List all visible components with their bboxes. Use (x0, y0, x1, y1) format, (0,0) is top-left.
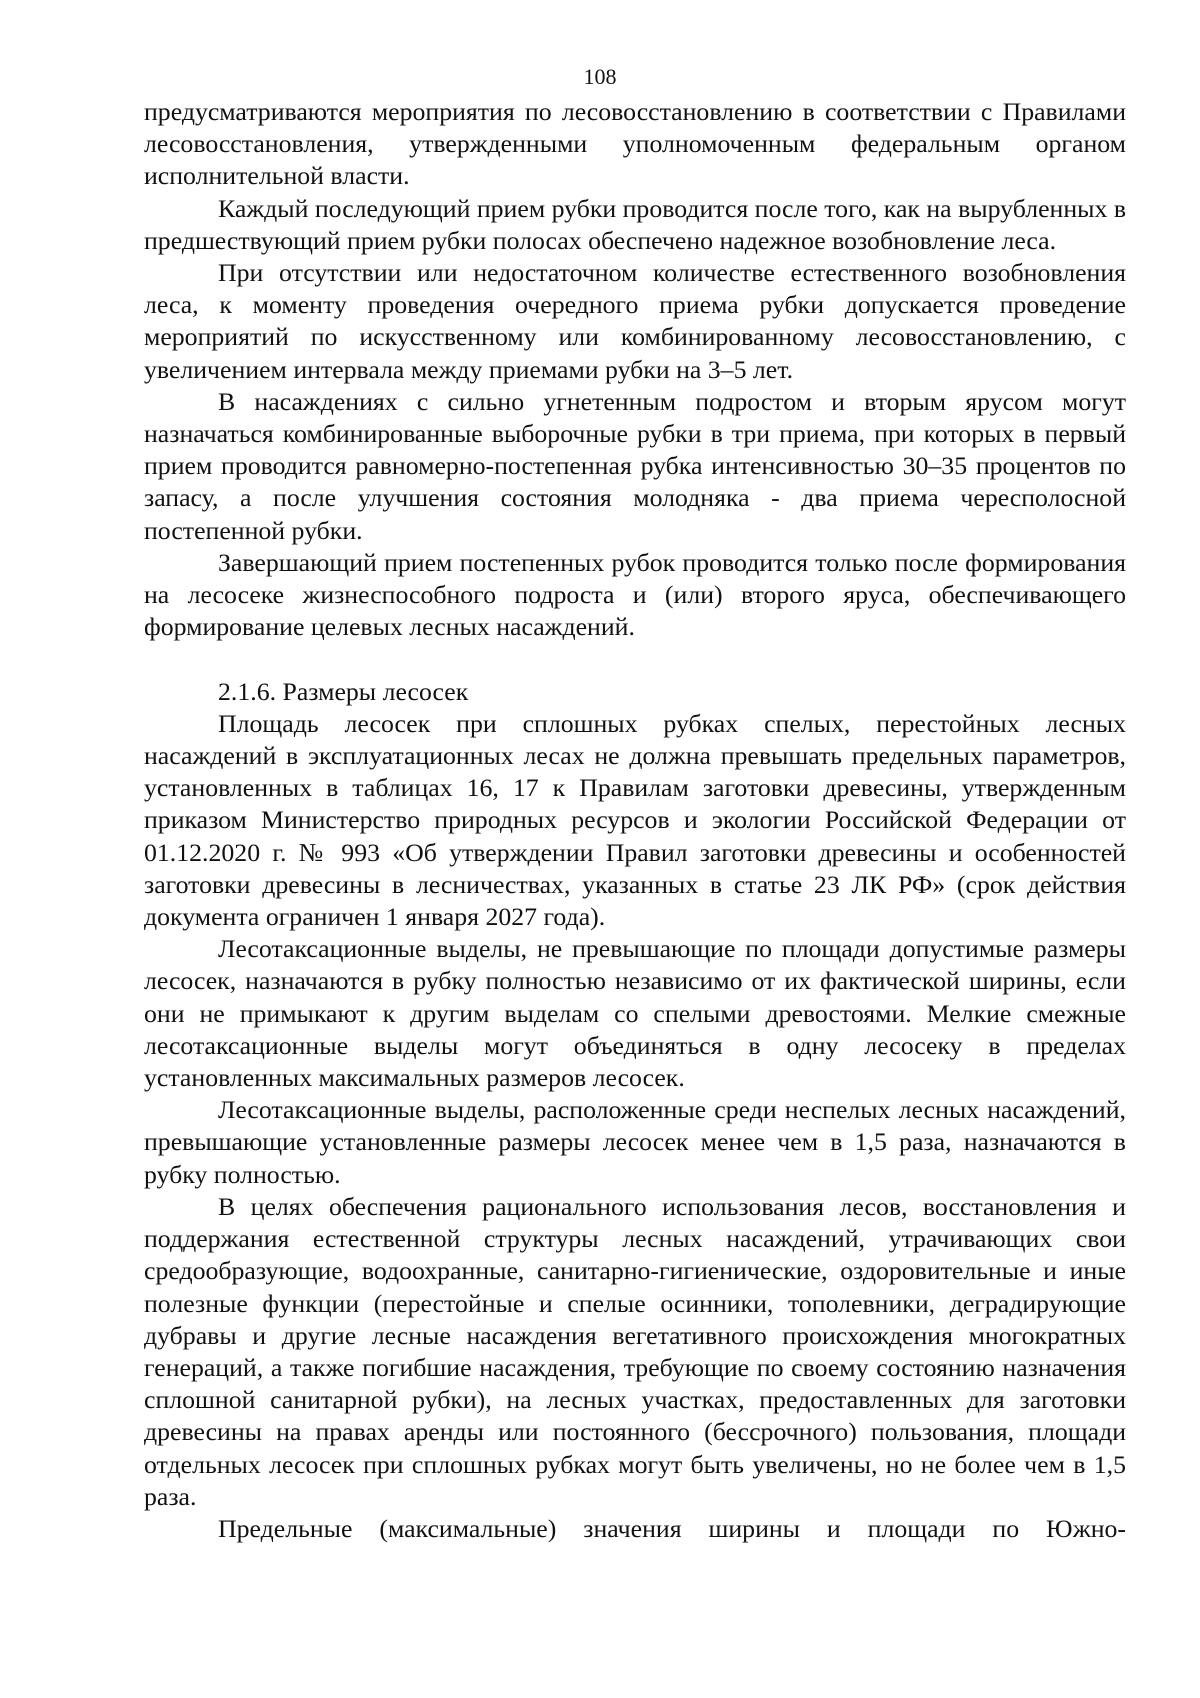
paragraph: Каждый последующий прием рубки проводится после того, как на вырубленных в предшествующий прием рубки полосах обеспечено надежное возобновление леса. (144, 193, 1126, 255)
paragraph: Предельные (максимальные) значения ширины и площади по Южно- (218, 1513, 1126, 1543)
paragraph: предусматриваются мероприятия по лесовосстановлению в соответствии с Правилами лесовосстановления, утвержденными уполномоченным федеральным органом исполнительной власти. (144, 97, 1126, 191)
document-body (144, 96, 1126, 1545)
paragraph: Площадь лесосек при сплошных рубках спелых, перестойных лесных насаждений в эксплуатационных лесах не должна превышать предельных параметров, установленных в таблицах 16, 17 к Правилам заготовки древесины, утвержденным приказом Министерство природных ресурсов и экологии Российской Федерации от 01.12.2020 г. № 993 «Об утверждении Правил заготовки древесины и особенностей заготовки древесины в лесничествах, указанных в статье 23 ЛК РФ» (срок действия документа ограничен 1 января 2027 года). (144, 708, 1126, 932)
paragraph: При отсутствии или недостаточном количестве естественного возобновления леса, к моменту проведения очередного приема рубки допускается проведение мероприятий по искусственному или комбинированному лесовосстановлению, с увеличением интервала между приемами рубки на 3–5 лет. (144, 258, 1126, 384)
paragraph: Лесотаксационные выделы, не превышающие по площади допустимые размеры лесосек, назначаются в рубку полностью независимо от их фактической ширины, если они не примыкают к другим выделам со спелыми древостоями. Мелкие смежные лесотаксационные выделы могут объединяться в одну лесосеку в пределах установленных максимальных размеров лесосек. (144, 934, 1126, 1093)
page-number: 108 (583, 64, 617, 89)
paragraph: В целях обеспечения рационального использования лесов, восстановления и поддержания естественной структуры лесных насаждений, утрачивающих свои средообразующие, водоохранные, санитарно-гигиенические, оздоровительные и иные полезные функции (перестойные и спелые осинники, тополевники, деградирующие дубравы и другие лесные насаждения вегетативного происхождения многократных генераций, а также погибшие насаждения, требующие по своему состоянию назначения сплошной санитарной рубки), на лесных участках, предоставленных для заготовки древесины на правах аренды или постоянного (бессрочного) пользования, площади отдельных лесосек при сплошных рубках могут быть увеличены, но не более чем в 1,5 раза. (144, 1191, 1126, 1511)
paragraph: Завершающий прием постепенных рубок проводится только после формирования на лесосеке жизнеспособного подроста и (или) второго яруса, обеспечивающего формирование целевых лесных насаждений. (144, 547, 1126, 642)
section-heading: 2.1.6. Размеры лесосек (218, 676, 469, 706)
paragraph: В насаждениях с сильно угнетенным подростом и вторым ярусом могут назначаться комбинированные выборочные рубки в три приема, при которых в первый прием проводится равномерно-постепенная рубка интенсивностью 30–35 процентов по запасу, а после улучшения состояния молодняка - два приема чересполосной постепенной рубки. (144, 386, 1126, 545)
paragraph: Лесотаксационные выделы, расположенные среди неспелых лесных насаждений, превышающие установленные размеры лесосек менее чем в 1,5 раза, назначаются в рубку полностью. (144, 1095, 1126, 1189)
